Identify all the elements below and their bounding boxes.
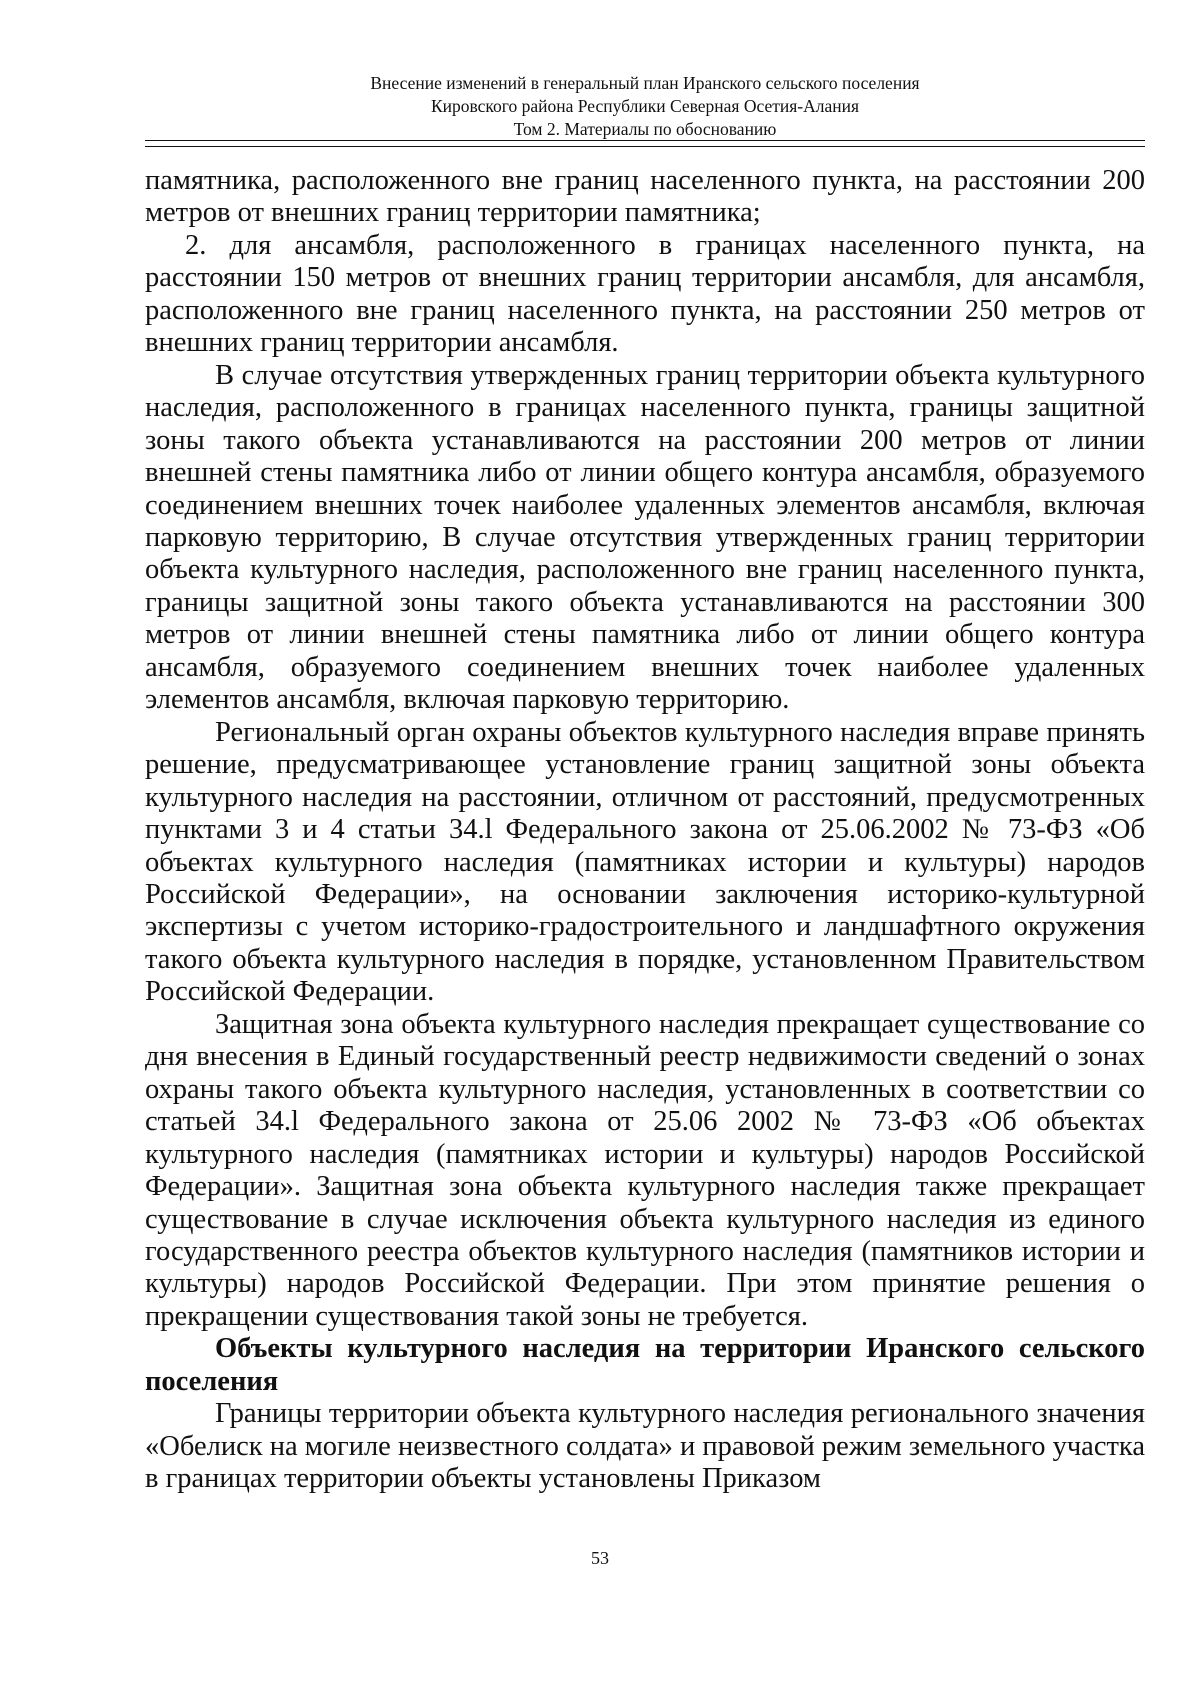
paragraph-no-boundaries: В случае отсутствия утвержденных границ территории объекта культурного наследия, расположенного в границах населенного пункта, границы защитной зоны такого объекта устанавливаются на расстоянии 200 метров от линии внешней стены памятника либо от линии общего контура ансамбля, образуемого соединением внешних точек наиболее удаленных элементов ансамбля, включая парковую территорию, В случае отсутствия утвержденных границ территории объекта культурного наследия, расположенного вне границ населенного пункта, границы защитной зоны такого объекта устанавливаются на расстоянии 300 метров от линии внешней стены памятника либо от линии общего контура ансамбля, образуемого соединением внешних точек наиболее удаленных элементов ансамбля, включая парковую территорию. — [145, 359, 1145, 716]
paragraph-continuation: памятника, расположенного вне границ населенного пункта, на расстоянии 200 метров от внешних границ территории памятника; — [145, 165, 1145, 229]
page-number: 53 — [591, 1548, 609, 1568]
header-double-rule — [145, 140, 1145, 147]
list-item-ensemble: 2. для ансамбля, расположенного в границах населенного пункта, на расстоянии 150 метров от внешних границ территории ансамбля, для ансамбля, расположенного вне границ населенного пункта, на расстоянии 250 метров от внешних границ территории ансамбля. — [145, 229, 1145, 359]
document-header — [145, 72, 1145, 141]
paragraph-obelisk: Границы территории объекта культурного наследия регионального значения «Обелиск на могиле неизвестного солдата» и правовой режим земельного участка в границах территории объекты установлены Приказом — [145, 1398, 1145, 1495]
paragraph-regional-authority: Региональный орган охраны объектов культурного наследия вправе принять решение, предусматривающее установление границ защитной зоны объекта культурного наследия на расстоянии, отличном от расстояний, предусмотренных пунктами 3 и 4 статьи 34.l Федерального закона от 25.06.2002 № 73-ФЗ «Об объектах культурного наследия (памятниках истории и культуры) народов Российской Федерации», на основании заключения историко-культурной экспертизы с учетом историко-градостроительного и ландшафтного окружения такого объекта культурного наследия в порядке, установленном Правительством Российской Федерации. — [145, 716, 1145, 1008]
header-line-3: Том 2. Материалы по обоснованию — [513, 119, 777, 139]
paragraph-zone-termination: Защитная зона объекта культурного наследия прекращает существование со дня внесения в Единый государственный реестр недвижимости сведений о зонах охраны такого объекта культурного наследия, установленных в соответствии со статьей 34.l Федерального закона от 25.06 2002 № 73-ФЗ «Об объектах культурного наследия (памятниках истории и культуры) народов Российской Федерации». Защитная зона объекта культурного наследия также прекращает существование в случае исключения объекта культурного наследия из единого государственного реестра объектов культурного наследия (памятников истории и культуры) народов Российской Федерации. При этом принятие решения о прекращении существования такой зоны не требуется. — [145, 1008, 1145, 1332]
header-line-2: Кировского района Республики Северная Осетия-Алания — [430, 96, 860, 116]
header-line-1: Внесение изменений в генеральный план Иранского сельского поселения — [370, 73, 920, 93]
document-body — [145, 165, 1145, 1496]
section-heading: Объекты культурного наследия на территории Иранского сельского поселения — [145, 1333, 1145, 1397]
